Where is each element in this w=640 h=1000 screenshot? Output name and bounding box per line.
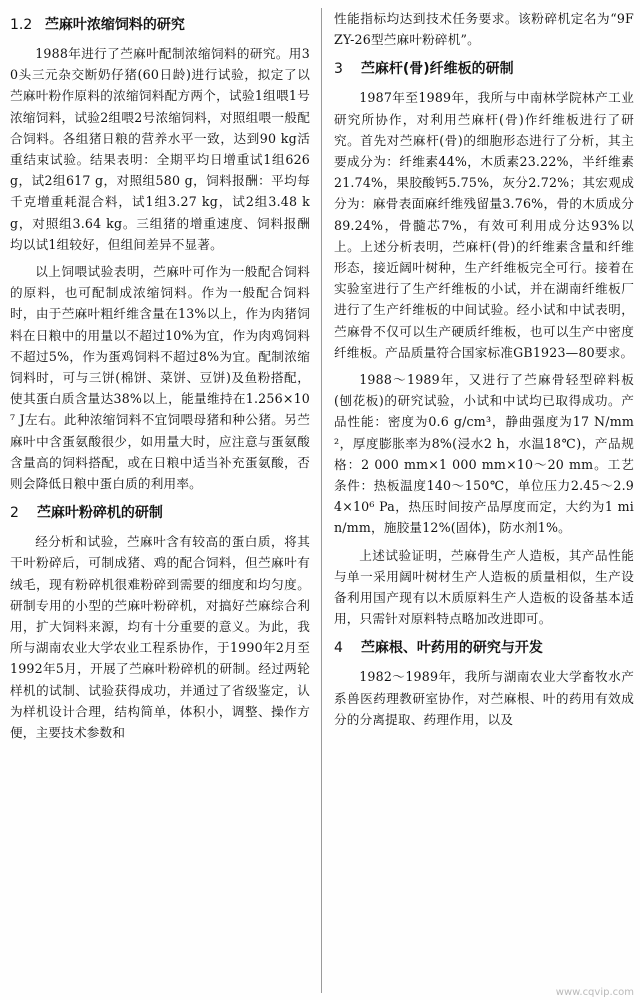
section-number: 4 bbox=[334, 640, 343, 657]
paragraph: 1988～1989年，又进行了苎麻骨轻型碎料板(刨花板)的研究试验，小试和中试均已取得成功。产品性能：密度为0.6 g/cm³，静曲强度为17 N/mm²，厚度膨胀率为8%(浸水2 h，水温18℃)，产品规格：2 000 mm×1 000 mm×10～20 mm。工艺条件：热板温度140～150℃，单位压力2.45～2.94×10⁶ Pa，热压时间按产品厚度而定，大约为1 min/mm，施胶量12%(固体)，防水剂1%。 bbox=[334, 372, 634, 536]
section-heading-2 bbox=[10, 500, 310, 527]
paragraph: 1987年至1989年，我所与中南林学院林产工业研究所协作，对利用苎麻杆(骨)作纤维板进行了研究。首先对苎麻杆(骨)的细胞形态进行了分析，其主要成分为：纤维素44%，木质素23.22%，半纤维素21.74%，果胶酸钙5.75%，灰分2.72%；其宏观成分为：麻骨表面麻纤维残留量3.76%，骨的木质成分89.24%，骨髓芯7%，有效可利用成分达93%以上。上述分析表明，苎麻杆(骨)的纤维素含量和纤维形态，接近阔叶树种，生产纤维板完全可行。接着在实验室进行了生产纤维板的小试，并在湖南纤维板厂进行了生产纤维板的中间试验。经小试和中试表明，苎麻骨不仅可以生产硬质纤维板，也可以生产中密度纤维板。产品质量符合国家标准GB1923—80要求。 bbox=[334, 90, 634, 360]
paragraph: 1982～1989年，我所与湖南农业大学畜牧水产系兽医药理教研室协作，对苎麻根、叶的药用有效成分的分离提取、药理作用，以及 bbox=[334, 669, 634, 727]
watermark-text: www.cqvip.com bbox=[555, 987, 634, 998]
paragraph: 以上饲喂试验表明，苎麻叶可作为一般配合饲料的原料，也可配制成浓缩饲料。作为一般配合饲料时，由于苎麻叶粗纤维含量在13%以上，作为肉猪饲料在日粮中的用量以不超过10%为宜，作为肉鸡饲料不超过5%，作为蛋鸡饲料不超过8%为宜。配制浓缩饲料时，可与三饼(棉饼、菜饼、豆饼)及鱼粉搭配，使其蛋白质含量达38%以上，能量维持在1.256×10⁷ J左右。此种浓缩饲料不宜饲喂母猪和种公猪。另苎麻叶中含蛋氨酸很少，如用量大时，应注意与蛋氨酸含量高的饲料搭配，或在日粮中适当补充蛋氨酸，否则会降低日粮中蛋白质的利用率。 bbox=[10, 264, 310, 492]
section-heading-3 bbox=[334, 56, 634, 83]
paragraph-continuation: 性能指标均达到技术任务要求。该粉碎机定名为“9FZY-26型苎麻叶粉碎机”。 bbox=[334, 11, 634, 48]
right-column bbox=[334, 8, 634, 736]
section-number: 3 bbox=[334, 61, 343, 78]
section-title: 苎麻叶粉碎机的研制 bbox=[36, 505, 163, 522]
section-number: 2 bbox=[10, 505, 19, 522]
paragraph: 经分析和试验，苎麻叶含有较高的蛋白质，将其干叶粉碎后，可制成猪、鸡的配合饲料，但苎麻叶有绒毛，现有粉碎机很难粉碎到需要的细度和均匀度。研制专用的小型的苎麻叶粉碎机，对搞好苎麻综合利用，扩大饲料来源，均有十分重要的意义。为此，我所与湖南农业大学农业工程系协作，于1990年2月至1992年5月，开展了苎麻叶粉碎机的研制。经过两轮样机的试制、试验获得成功，并通过了省级鉴定，认为样机设计合理，结构简单，体积小，调整、操作方便，主要技术参数和 bbox=[10, 534, 310, 741]
section-title: 苎麻根、叶药用的研究与开发 bbox=[360, 640, 543, 657]
paragraph: 1988年进行了苎麻叶配制浓缩饲料的研究。用30头三元杂交断奶仔猪(60日龄)进行试验，拟定了以苎麻叶粉作原料的浓缩饲料配方两个，试验1组喂1号浓缩饲料，试验2组喂2号浓缩饲料，对照组喂一般配合饲料。各组猪日粮的营养水平一致，达到90 kg活重结束试验。结果表明：全期平均日增重试1组626 g，试2组617 g，对照组580 g，饲料报酬：平均每千克增重耗混合料，试1组3.27 kg，试2组3.48 kg，对照组3.64 kg。三组猪的增重速度、饲料报酬均以试1组较好，但组间差异不显著。 bbox=[10, 46, 310, 252]
section-title: 苎麻叶浓缩饲料的研究 bbox=[44, 17, 185, 33]
paragraph: 上述试验证明，苎麻骨生产人造板，其产品性能与单一采用阔叶树材生产人造板的质量相似，生产设备利用国产现有以木质原料生产人造板的设备基本适用，只需针对原料特点略加改进即可。 bbox=[334, 547, 634, 627]
column-divider bbox=[321, 8, 322, 993]
section-heading-4 bbox=[334, 635, 634, 662]
section-title: 苎麻杆(骨)纤维板的研制 bbox=[360, 61, 514, 78]
section-number: 1.2 bbox=[10, 17, 33, 33]
section-heading-1-2 bbox=[10, 12, 310, 39]
left-column bbox=[10, 8, 310, 749]
